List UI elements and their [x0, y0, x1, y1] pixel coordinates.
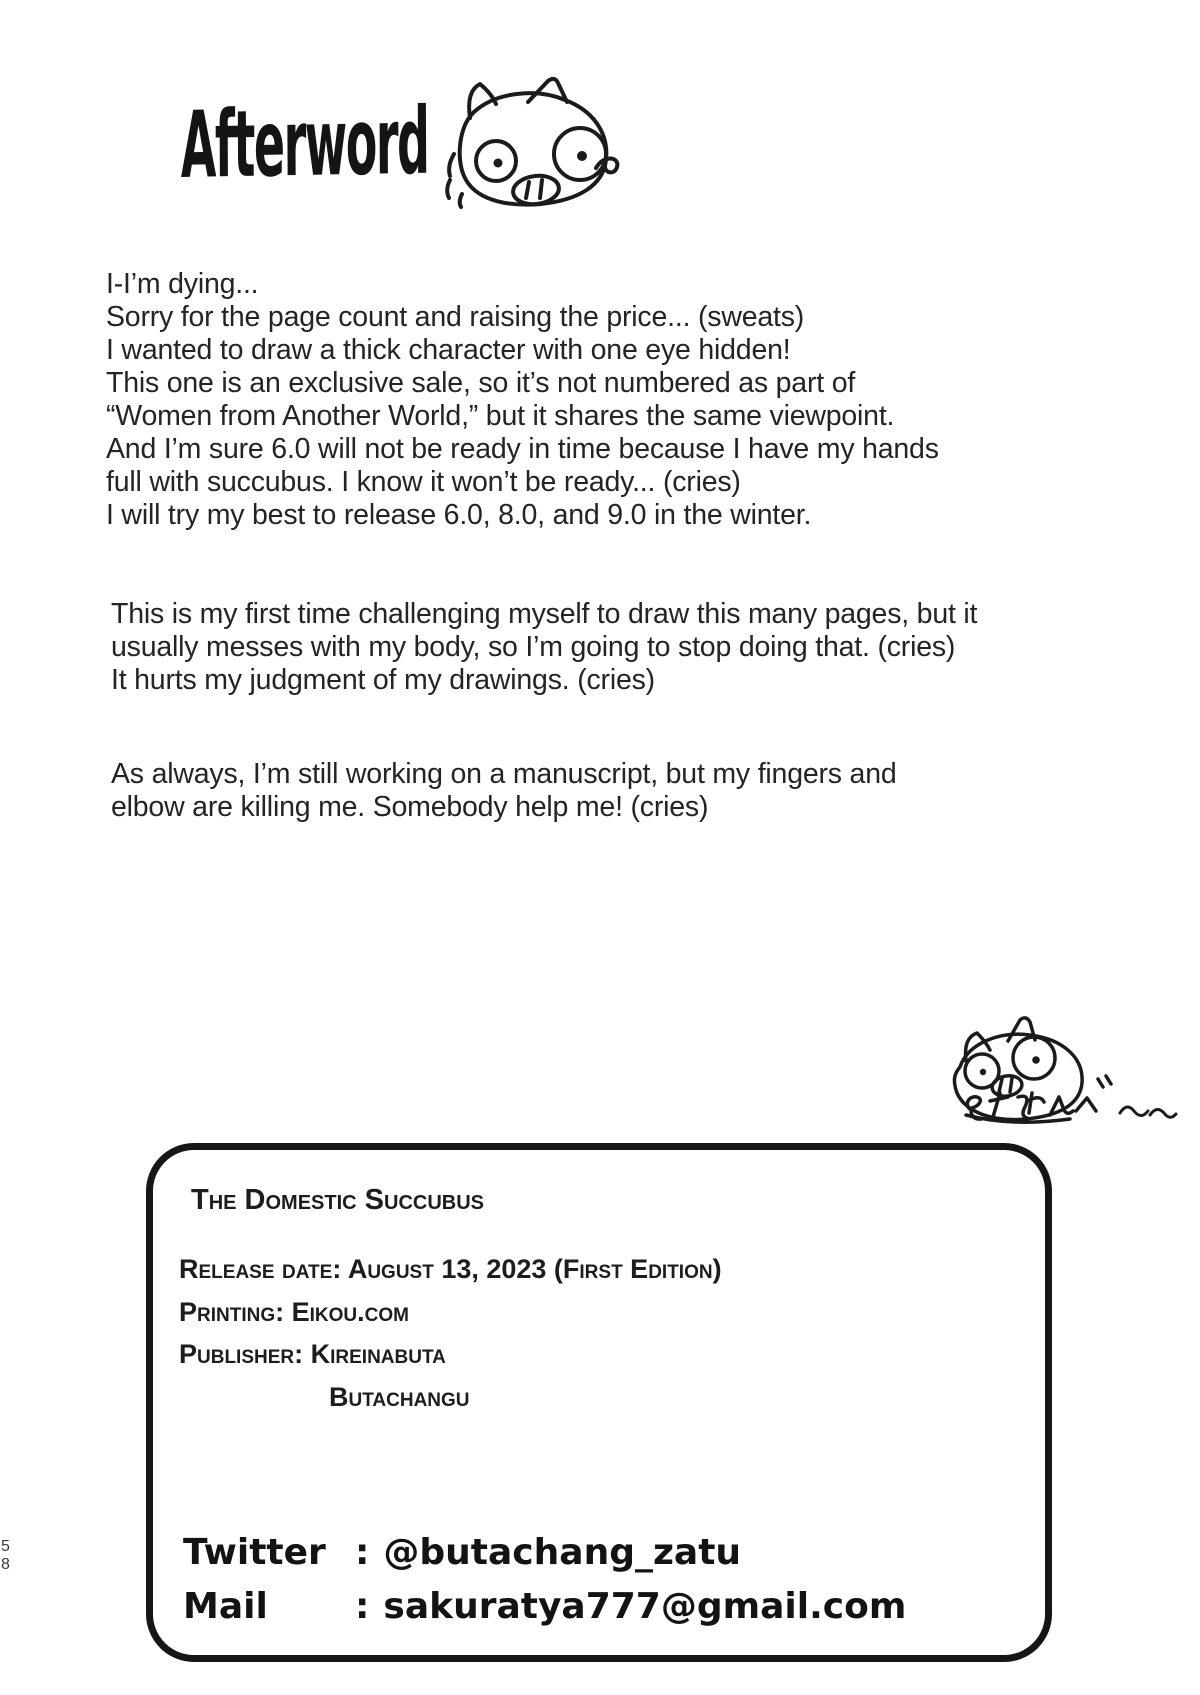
mail-address: sakuratya777@gmail.com: [383, 1586, 907, 1627]
twitter-handle: @butachang_zatu: [383, 1532, 742, 1573]
text-line: Sorry for the page count and raising the price... (sweats): [106, 301, 805, 333]
afterword-paragraph-3: [111, 758, 897, 824]
text-line: This one is an exclusive sale, so it’s not numbered as part of: [106, 367, 856, 399]
mail-label: Mail: [183, 1586, 268, 1627]
twitter-row: [183, 1526, 906, 1580]
text-line: It hurts my judgment of my drawings. (cries): [111, 664, 655, 696]
text-line: I-I’m dying...: [106, 268, 259, 300]
twitter-label: Twitter: [183, 1532, 326, 1573]
afterword-paragraph-1: [106, 268, 939, 532]
publisher: Publisher: Kireinabuta: [179, 1339, 446, 1369]
text-line: I will try my best to release 6.0, 8.0, and 9.0 in the winter.: [106, 499, 812, 531]
page-title: Afterword: [180, 87, 429, 199]
text-line: full with succubus. I know it won’t be ready... (cries): [106, 466, 741, 498]
text-line: usually messes with my body, so I’m going to stop doing that. (cries): [111, 631, 956, 663]
text-line: And I’m sure 6.0 will not be ready in time because I have my hands: [106, 433, 939, 465]
text-line: “Women from Another World,” but it shares the same viewpoint.: [106, 400, 895, 432]
pig-signature-doodle-icon: [938, 1013, 1183, 1128]
printing: Printing: Eikou.com: [179, 1296, 409, 1327]
separator: :: [355, 1532, 370, 1573]
text-line: As always, I’m still working on a manuscript, but my fingers and: [111, 758, 897, 790]
publisher-line-2: Butachangu: [329, 1381, 470, 1412]
page-number-digit: 5: [1, 1538, 10, 1555]
release-date: Release date: August 13, 2023 (First Edition): [179, 1254, 722, 1284]
book-title: The Domestic Succubus: [191, 1184, 485, 1216]
text-line: This is my first time challenging myself to draw this many pages, but it: [111, 598, 978, 630]
pig-face-doodle-icon: [428, 76, 628, 211]
page-number: [1, 1538, 10, 1574]
publication-info: [179, 1248, 722, 1418]
text-line: elbow are killing me. Somebody help me! (cries): [111, 791, 709, 823]
colophon-box: [146, 1143, 1052, 1662]
contact-info: [183, 1526, 906, 1634]
afterword-paragraph-2: [111, 598, 977, 697]
separator: :: [355, 1586, 370, 1627]
page-number-digit: 8: [1, 1556, 10, 1573]
mail-row: [183, 1580, 906, 1634]
text-line: I wanted to draw a thick character with one eye hidden!: [106, 334, 791, 366]
